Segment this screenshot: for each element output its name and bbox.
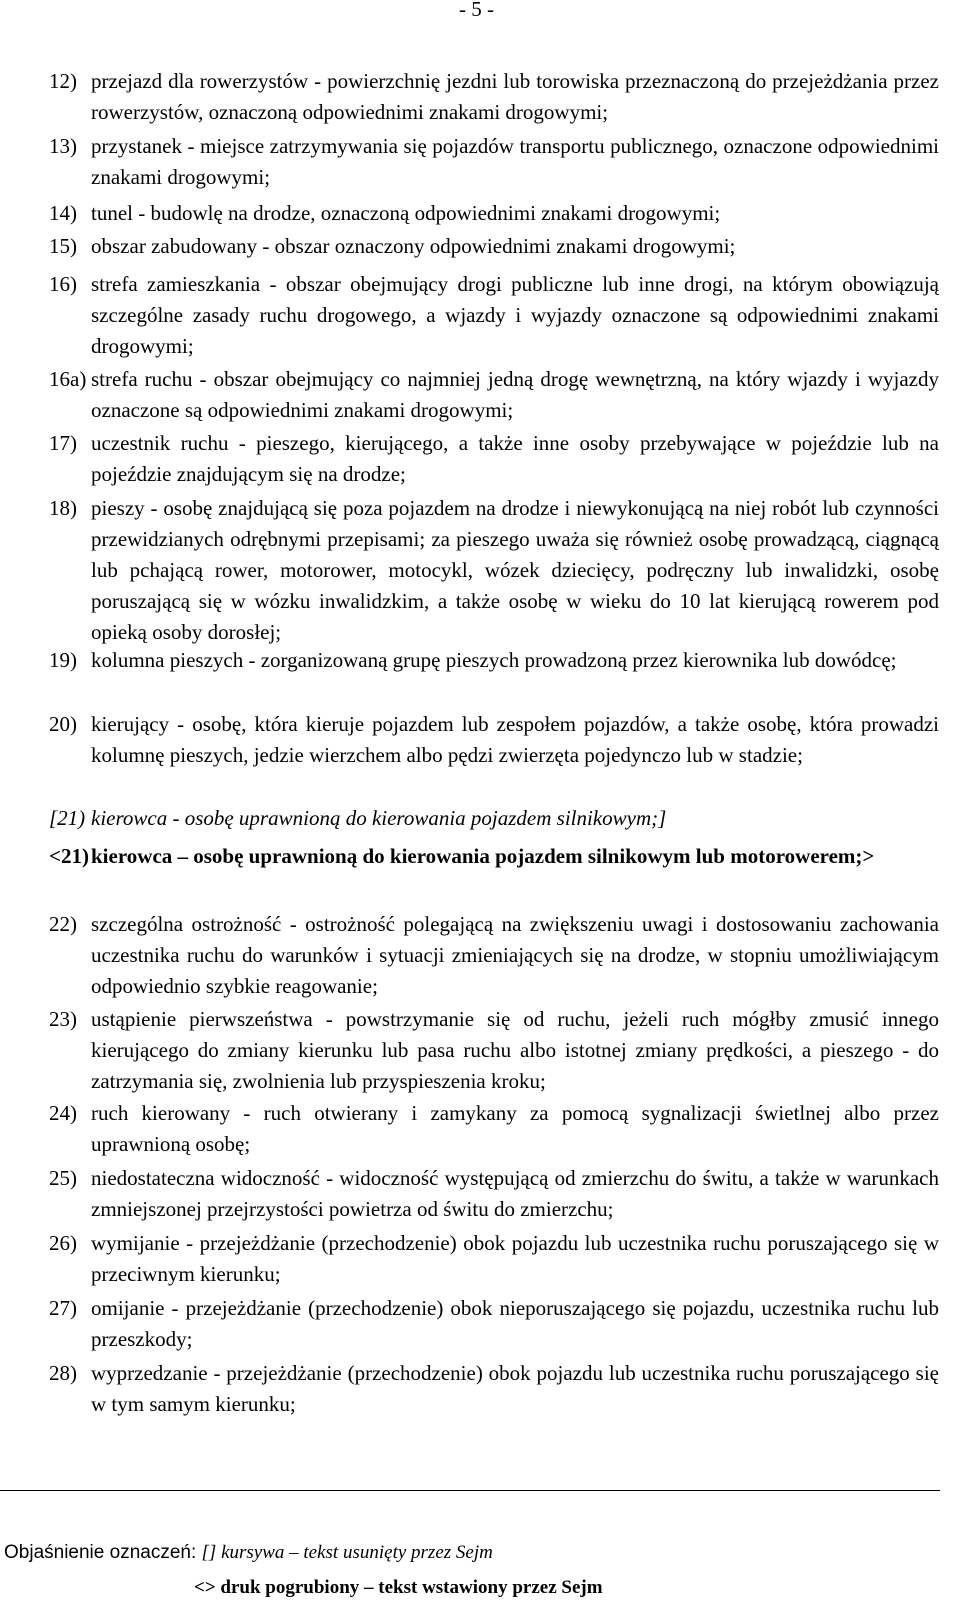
item-number: <21) bbox=[49, 844, 89, 868]
item-text: strefa zamieszkania - obszar obejmujący drogi publiczne lub inne drogi, na którym obowiązują szczególne zasady ruchu drogowego, a wjazdy i wyjazdy oznaczone są odpowiednimi znakami drogowymi; bbox=[91, 272, 939, 358]
page-number: - 5 - bbox=[459, 0, 494, 21]
list-item-inserted bbox=[49, 841, 939, 872]
legend-removed bbox=[4, 1541, 493, 1565]
item-text: przejazd dla rowerzystów - powierzchnię jezdni lub torowiska przeznaczoną do przejeżdżania przez rowerzystów, oznaczoną odpowiednimi znakami drogowymi; bbox=[91, 69, 939, 124]
item-text: uczestnik ruchu - pieszego, kierującego, a także inne osoby przebywające w pojeździe lub na pojeździe znajdującym się na drodze; bbox=[91, 431, 939, 486]
list-item bbox=[49, 709, 939, 771]
list-item bbox=[49, 645, 939, 676]
item-number: 24) bbox=[49, 1101, 77, 1125]
list-item bbox=[49, 428, 939, 490]
legend-label: Objaśnienie oznaczeń: bbox=[4, 1542, 197, 1563]
item-text: szczególna ostrożność - ostrożność polegającą na zwiększeniu uwagi i dostosowaniu zachowania uczestnika ruchu do warunków i sytuacji zmieniających się na drodze, w stopniu umożliwiającym odpowiednio szybkie reagowanie; bbox=[91, 912, 939, 998]
item-text: ustąpienie pierwszeństwa - powstrzymanie się od ruchu, jeżeli ruch mógłby zmusić innego kierującego do zmiany kierunku lub pasa ruchu albo istotnej zmiany prędkości, a pieszego - do zatrzymania się, zwolnienia lub przyspieszenia kroku; bbox=[91, 1007, 939, 1093]
item-text: niedostateczna widoczność - widoczność występującą od zmierzchu do świtu, a także w warunkach zmniejszonej przejrzystości powietrza od świtu do zmierzchu; bbox=[91, 1166, 939, 1221]
legend-inserted: <> druk pogrubiony – tekst wstawiony przez Sejm bbox=[194, 1577, 603, 1598]
item-number: 26) bbox=[49, 1231, 77, 1255]
item-text: kierujący - osobę, która kieruje pojazdem lub zespołem pojazdów, a także osobę, która prowadzi kolumnę pieszych, jedzie wierzchem albo pędzi zwierzęta pojedynczo lub w stadzie; bbox=[91, 712, 939, 767]
list-item bbox=[49, 1163, 939, 1225]
item-number: 17) bbox=[49, 431, 77, 455]
item-number: 19) bbox=[49, 648, 77, 672]
item-number: [21) bbox=[49, 806, 86, 830]
item-number: 14) bbox=[49, 201, 77, 225]
list-item bbox=[49, 1004, 939, 1097]
list-item bbox=[49, 269, 939, 362]
item-number: 22) bbox=[49, 912, 77, 936]
list-item bbox=[49, 1098, 939, 1160]
list-item-removed bbox=[49, 803, 939, 834]
list-item bbox=[49, 131, 939, 193]
item-text: strefa ruchu - obszar obejmujący co najmniej jedną drogę wewnętrzną, na który wjazdy i wyjazdy oznaczone są odpowiednimi znakami drogowymi; bbox=[91, 367, 939, 422]
item-number: 23) bbox=[49, 1007, 77, 1031]
list-item bbox=[49, 1358, 939, 1420]
item-text: obszar zabudowany - obszar oznaczony odpowiednimi znakami drogowymi; bbox=[91, 234, 736, 258]
list-item bbox=[49, 1293, 939, 1355]
list-item bbox=[49, 1228, 939, 1290]
item-number: 18) bbox=[49, 496, 77, 520]
item-number: 16a) bbox=[49, 367, 87, 391]
item-number: 16) bbox=[49, 272, 77, 296]
list-item bbox=[49, 364, 939, 426]
list-item bbox=[49, 198, 939, 229]
item-text: ruch kierowany - ruch otwierany i zamykany za pomocą sygnalizacji świetlnej albo przez uprawnioną osobę; bbox=[91, 1101, 939, 1156]
item-text: pieszy - osobę znajdującą się poza pojazdem na drodze i niewykonującą na niej robót lub czynności przewidzianych odrębnymi przepisami; za pieszego uważa się również osobę prowadzącą, ciągnącą lub pchającą rower, motorower, motocykl, wózek dziecięcy, podręczny lub inwalidzki, osobę poruszającą się w wózku inwalidzkim, a także osobę w wieku do 10 lat kierującą rowerem pod opieką osoby dorosłej; bbox=[91, 496, 939, 644]
item-number: 28) bbox=[49, 1361, 77, 1385]
item-text: omijanie - przejeżdżanie (przechodzenie) obok nieporuszającego się pojazdu, uczestnika ruchu lub przeszkody; bbox=[91, 1296, 939, 1351]
list-item bbox=[49, 231, 939, 262]
list-item bbox=[49, 493, 939, 648]
item-text: kierowca – osobę uprawnioną do kierowania pojazdem silnikowym lub motorowerem;> bbox=[91, 844, 875, 868]
item-text: wymijanie - przejeżdżanie (przechodzenie) obok pojazdu lub uczestnika ruchu poruszającego się w przeciwnym kierunku; bbox=[91, 1231, 939, 1286]
item-number: 12) bbox=[49, 69, 77, 93]
item-text: przystanek - miejsce zatrzymywania się pojazdów transportu publicznego, oznaczone odpowiednimi znakami drogowymi; bbox=[91, 134, 939, 189]
item-text: tunel - budowlę na drodze, oznaczoną odpowiednimi znakami drogowymi; bbox=[91, 201, 721, 225]
item-number: 15) bbox=[49, 234, 77, 258]
item-text: kierowca - osobę uprawnioną do kierowania pojazdem silnikowym;] bbox=[91, 806, 667, 830]
item-number: 20) bbox=[49, 712, 77, 736]
legend-italic-note: [] kursywa – tekst usunięty przez Sejm bbox=[201, 1542, 493, 1563]
footer-divider bbox=[0, 1490, 940, 1491]
item-number: 13) bbox=[49, 134, 77, 158]
list-item bbox=[49, 66, 939, 128]
item-text: wyprzedzanie - przejeżdżanie (przechodzenie) obok pojazdu lub uczestnika ruchu poruszającego się w tym samym kierunku; bbox=[91, 1361, 939, 1416]
list-item bbox=[49, 909, 939, 1002]
item-number: 25) bbox=[49, 1166, 77, 1190]
item-text: kolumna pieszych - zorganizowaną grupę pieszych prowadzoną przez kierownika lub dowódcę; bbox=[91, 648, 897, 672]
item-number: 27) bbox=[49, 1296, 77, 1320]
